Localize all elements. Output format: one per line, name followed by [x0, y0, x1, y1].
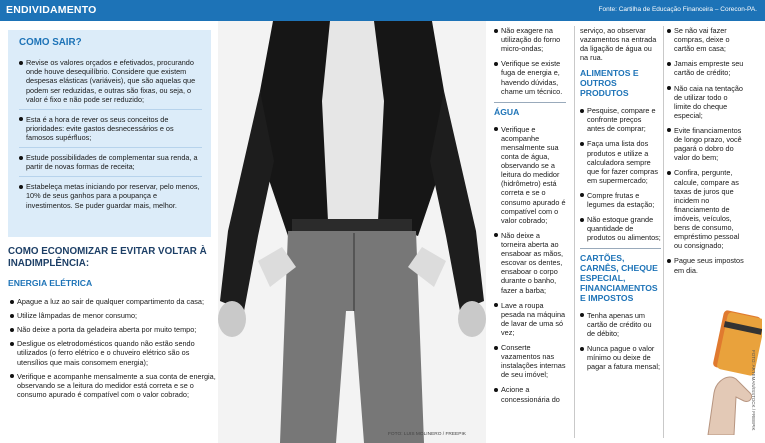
bullet-icon: [494, 29, 498, 33]
list-item: Revise os valores orçados e efetivados, procurando onde houve desequilíbrio. Considere que existem despesas elásticas (variáveis), que são aquelas que podem ser reduzidas, e outras são fixas, ou seja, o valor é fixo e não pode ser reduzido;: [19, 58, 202, 110]
economizar-title: COMO ECONOMIZAR E EVITAR VOLTAR À INADIMPLÊNCIA:: [8, 246, 207, 269]
list-item: Desligue os eletrodomésticos quando não estão sendo utilizados (o ferro elétrico e o chuveiro elétrico são os utensílios que mais consomem energia);: [10, 339, 218, 366]
source-note: Fonte: Cartilha de Educação Financeira – Corecon-PA.: [598, 6, 757, 13]
list-item: Esta é a hora de rever os seus conceitos de prioridades: evite gastos desnecessários e os famosos supérfluos;: [19, 115, 202, 148]
bullet-icon: [19, 185, 23, 189]
bullet-icon: [19, 156, 23, 160]
section-header-bar: [0, 0, 765, 21]
list-item: Se não vai fazer compras, deixe o cartão em casa;: [667, 26, 744, 53]
list-item: Faça uma lista dos produtos e utilize a calculadora sempre que for fazer compras em supermercado;: [580, 139, 661, 185]
list-item: Nunca pague o valor mínimo ou deixe de pagar a fatura mensal;: [580, 344, 661, 371]
divider: [580, 248, 661, 249]
list-item: Pesquise, compare e confronte preços antes de comprar;: [580, 106, 661, 133]
bullet-icon: [667, 29, 671, 33]
bullet-icon: [667, 86, 671, 90]
list-item: Tenha apenas um cartão de crédito ou de débito;: [580, 311, 661, 338]
list-item: Estude possibilidades de complementar sua renda, a partir de novas formas de receita;: [19, 153, 202, 177]
continuation-text: serviço, ao observar vazamentos na entrada da ligação de água ou na rua.: [580, 26, 657, 63]
section-title: ENDIVIDAMENTO: [6, 4, 97, 16]
bullet-icon: [10, 328, 14, 332]
bullet-icon: [19, 117, 23, 121]
bullet-icon: [494, 303, 498, 307]
list-item: Pague seus impostos em dia.: [667, 256, 744, 274]
agua-heading: ÁGUA: [494, 106, 520, 117]
column-divider: [574, 26, 575, 438]
alimentos-heading: ALIMENTOS E OUTROS PRODUTOS: [580, 68, 639, 99]
text-column-2: [580, 26, 661, 378]
bullet-icon: [10, 300, 14, 304]
list-item: Estabeleça metas iniciando por reservar, pelo menos, 10% de seus ganhos para a poupança e investimentos. Se puder guardar mais, melhor.: [19, 182, 202, 214]
energia-list: [10, 297, 218, 404]
man-empty-pockets-illustration: [218, 21, 486, 443]
bullet-icon: [667, 128, 671, 132]
bullet-icon: [580, 313, 584, 317]
list-item: Não estoque grande quantidade de produtos ou alimentos;: [580, 215, 661, 242]
list-item: Conserte vazamentos nas instalações internas de seu imóvel;: [494, 343, 566, 379]
bullet-icon: [19, 61, 23, 65]
bullet-icon: [667, 62, 671, 66]
list-item: Apague a luz ao sair de qualquer compartimento da casa;: [10, 297, 218, 306]
bullet-icon: [580, 142, 584, 146]
list-item: Não caia na tentação de utilizar todo o limite do cheque especial;: [667, 84, 744, 120]
divider: [494, 102, 566, 103]
bullet-icon: [10, 314, 14, 318]
list-item: Não deixe a porta da geladeira aberta por muito tempo;: [10, 325, 218, 334]
bullet-icon: [494, 127, 498, 131]
bullet-icon: [494, 62, 498, 66]
list-item: Verifique e acompanhe mensalmente a sua conta de energia, observando se a leitura do medidor está correta e se o consumo apurado é compatível com o valor cobrado;: [10, 372, 218, 399]
list-item: Não deixe a torneira aberta ao ensaboar as mãos, escovar os dentes, ensaboar o corpo durante o banho, fazer a barba;: [494, 231, 566, 295]
list-item: Confira, pergunte, calcule, compare as taxas de juros que incidem no financiamento de imóveis, veículos, bens de consumo, empréstimo pessoal ou consignado;: [667, 168, 744, 250]
energia-heading: ENERGIA ELÉTRICA: [8, 278, 93, 288]
bullet-icon: [667, 259, 671, 263]
bullet-icon: [10, 342, 14, 346]
text-column-3: [667, 26, 744, 281]
list-item: Jamais empreste seu cartão de crédito;: [667, 59, 744, 77]
bullet-icon: [10, 374, 14, 378]
list-item: Verifique se existe fuga de energia e, havendo dúvidas, chame um técnico.: [494, 59, 566, 95]
list-item: Lave a roupa pesada na máquina de lavar de uma só vez;: [494, 301, 566, 337]
bullet-icon: [667, 171, 671, 175]
text-column-1: [494, 26, 566, 410]
list-item: Compre frutas e legumes da estação;: [580, 191, 661, 209]
bullet-icon: [580, 109, 584, 113]
column-divider: [663, 26, 664, 438]
list-item: Evite financiamentos de longo prazo, você pagará o dobro do valor do bem;: [667, 126, 744, 162]
list-item: Não exagere na utilização do forno micro-ondas;: [494, 26, 566, 53]
bullet-icon: [580, 347, 584, 351]
bullet-icon: [494, 388, 498, 392]
como-sair-box: [8, 30, 211, 237]
bullet-icon: [580, 193, 584, 197]
hero-photo: [218, 21, 486, 443]
list-item: Acione a concessionária do: [494, 385, 566, 403]
illustration-credit: FOTO: ARTEMAN/ISSTOCK / FREEPIK: [751, 350, 756, 431]
como-sair-title: COMO SAIR?: [19, 37, 82, 48]
list-item: Verifique e acompanhe mensalmente sua conta de água, observando se a leitura do medidor (hidrômetro) está correta e se o consumo apurado é compatível com o valor cobrado;: [494, 125, 566, 225]
bullet-icon: [494, 346, 498, 350]
photo-credit: FOTO: LUIS MOLINERO / FREEPIK: [387, 432, 466, 438]
list-item: Utilize lâmpadas de menor consumo;: [10, 311, 218, 320]
bullet-icon: [494, 233, 498, 237]
cartoes-heading: CARTÕES, CARNÊS, CHEQUE ESPECIAL, FINANCIAMENTOS E IMPOSTOS: [580, 253, 658, 303]
bullet-icon: [580, 218, 584, 222]
